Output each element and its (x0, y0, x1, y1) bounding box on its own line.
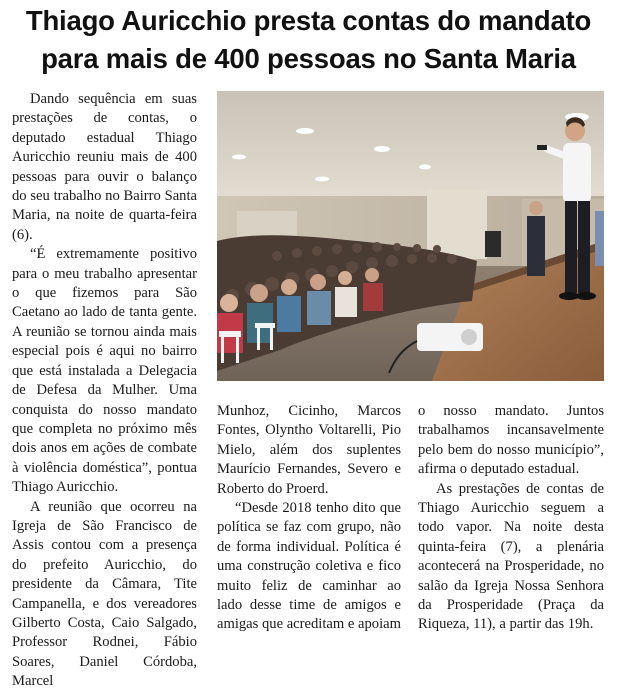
headline (0, 2, 617, 78)
paragraph-quote-continued: o nosso mandato. Juntos trabalhamos incansavelmente pelo bem do nosso município”, afirma o deputado estadual. (418, 403, 604, 478)
headline-line-2: para mais de 400 pessoas no Santa Maria (41, 43, 576, 74)
paragraph-intro: Dando sequência em suas prestações de contas, o deputado estadual Thiago Auricchio reuniu mais de 400 pessoas para ouvir o balanço do seu trabalho no Bairro Santa Maria, na noite de quarta-feira (6). (12, 91, 197, 243)
article-column-1 (12, 90, 197, 692)
event-photo (217, 91, 604, 381)
paragraph-group-quote: “Desde 2018 tenho dito que política se faz com grupo, não de forma individual. Política é uma construção coletiva e fico muito feliz de caminhar ao lado desse time de amigos e amigas que acreditam e apoiam (217, 500, 401, 633)
paragraph-quote: “É extremamente positivo para o meu trabalho apresentar o que fizemos para São Caetano ao lado de tanta gente. A reunião se tornou ainda mais especial pois é aqui no bairro que está instalada a Delegacia de Defesa da Mulher. Uma conquista do nosso mandato que completa no próximo mês dois anos em ações de combate à violência doméstica”, pontua Thiago Auricchio. (12, 246, 197, 496)
audience-photo-illustration (217, 91, 604, 381)
paragraph-council-continued: Munhoz, Cicinho, Marcos Fontes, Olyntho Voltarelli, Pio Mielo, além dos suplentes Maurício Fernandes, Severo e Roberto do Proerd. (217, 403, 401, 497)
paragraph-next-meeting: As prestações de contas de Thiago Auricchio seguem a todo vapor. Na noite desta quinta-feira (7), a plenária acontecerá na Prosperidade, no salão da Igreja Nossa Senhora da Prosperidade (Praça da Riqueza, 11), a partir das 19h. (418, 480, 604, 633)
headline-line-1: Thiago Auricchio presta contas do mandato (25, 5, 592, 36)
article-column-3 (418, 402, 604, 635)
paragraph-meeting: A reunião que ocorreu na Igreja de São Francisco de Assis contou com a presença do prefeito Auricchio, do presidente da Câmara, Tite Campanella, e dos vereadores Gilberto Costa, Caio Salgado, Professor Rodnei, Fábio Soares, Daniel Córdoba, Marcel (12, 498, 197, 690)
article-column-2 (217, 402, 401, 635)
